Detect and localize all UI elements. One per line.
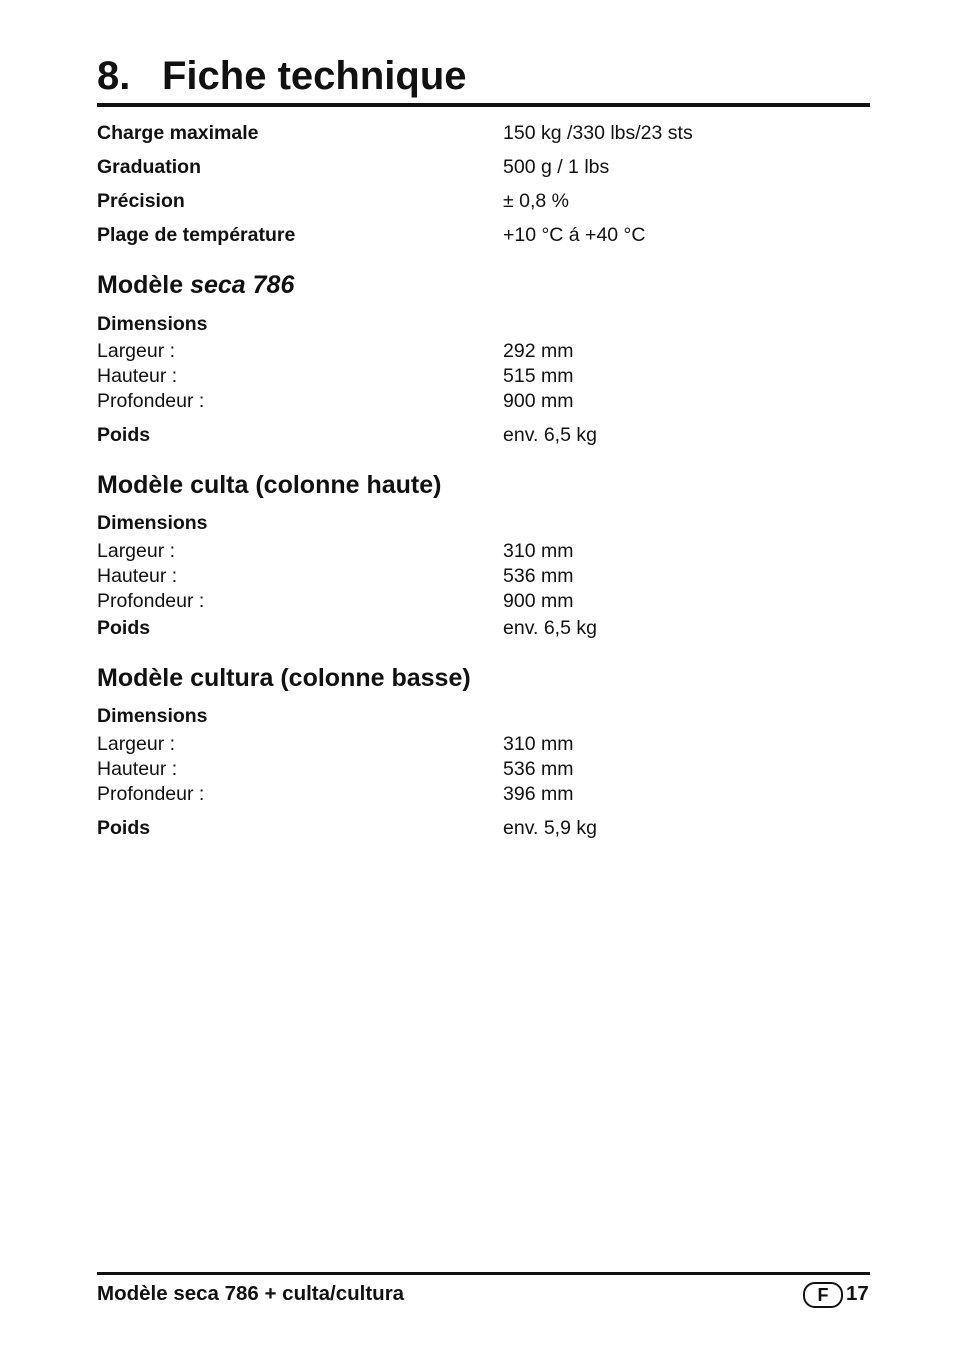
heading-model-seca xyxy=(97,270,294,300)
cultura-width-value: 310 mm xyxy=(503,733,574,755)
seca-weight-label: Poids xyxy=(97,424,151,446)
seca-height-value: 515 mm xyxy=(503,365,574,387)
seca-depth-value: 900 mm xyxy=(503,390,574,412)
cultura-weight-label: Poids xyxy=(97,817,151,839)
culta-dimensions-label: Dimensions xyxy=(97,512,208,534)
culta-height-value: 536 mm xyxy=(503,565,574,587)
cultura-depth-value: 396 mm xyxy=(503,783,574,805)
spec-value-graduation: 500 g / 1 lbs xyxy=(503,156,610,178)
cultura-height-label: Hauteur : xyxy=(97,758,178,780)
header-rule xyxy=(97,103,870,107)
language-badge: F xyxy=(803,1282,843,1308)
heading-model-seca-prefix: Modèle xyxy=(97,271,184,299)
spec-label-graduation: Graduation xyxy=(97,156,202,178)
seca-height-label: Hauteur : xyxy=(97,365,178,387)
culta-width-label: Largeur : xyxy=(97,540,176,562)
footer-title: Modèle seca 786 + culta/cultura xyxy=(97,1282,405,1305)
cultura-height-value: 536 mm xyxy=(503,758,574,780)
seca-dimensions-label: Dimensions xyxy=(97,313,208,335)
culta-depth-value: 900 mm xyxy=(503,590,574,612)
cultura-dimensions-label: Dimensions xyxy=(97,705,208,727)
page-number: 17 xyxy=(846,1282,869,1305)
heading-model-cultura: Modèle cultura (colonne basse) xyxy=(97,664,471,692)
spec-value-precision: ± 0,8 % xyxy=(503,190,569,212)
culta-depth-label: Profondeur : xyxy=(97,590,205,612)
cultura-depth-label: Profondeur : xyxy=(97,783,205,805)
heading-model-seca-name: seca 786 xyxy=(190,271,295,299)
cultura-width-label: Largeur : xyxy=(97,733,176,755)
culta-height-label: Hauteur : xyxy=(97,565,178,587)
culta-width-value: 310 mm xyxy=(503,540,574,562)
spec-label-temperature: Plage de température xyxy=(97,224,296,246)
section-number: 8. xyxy=(97,54,131,98)
spec-label-precision: Précision xyxy=(97,190,185,212)
seca-depth-label: Profondeur : xyxy=(97,390,205,412)
culta-weight-label: Poids xyxy=(97,617,151,639)
page-title: Fiche technique xyxy=(162,54,467,98)
spec-value-temperature: +10 °C á +40 °C xyxy=(503,224,646,246)
seca-weight-value: env. 6,5 kg xyxy=(503,424,597,446)
culta-weight-value: env. 6,5 kg xyxy=(503,617,597,639)
spec-label-max-load: Charge maximale xyxy=(97,122,259,144)
footer-rule xyxy=(97,1272,870,1275)
heading-model-culta: Modèle culta (colonne haute) xyxy=(97,471,442,499)
seca-width-value: 292 mm xyxy=(503,340,574,362)
cultura-weight-value: env. 5,9 kg xyxy=(503,817,597,839)
seca-width-label: Largeur : xyxy=(97,340,176,362)
spec-value-max-load: 150 kg /330 lbs/23 sts xyxy=(503,122,693,144)
